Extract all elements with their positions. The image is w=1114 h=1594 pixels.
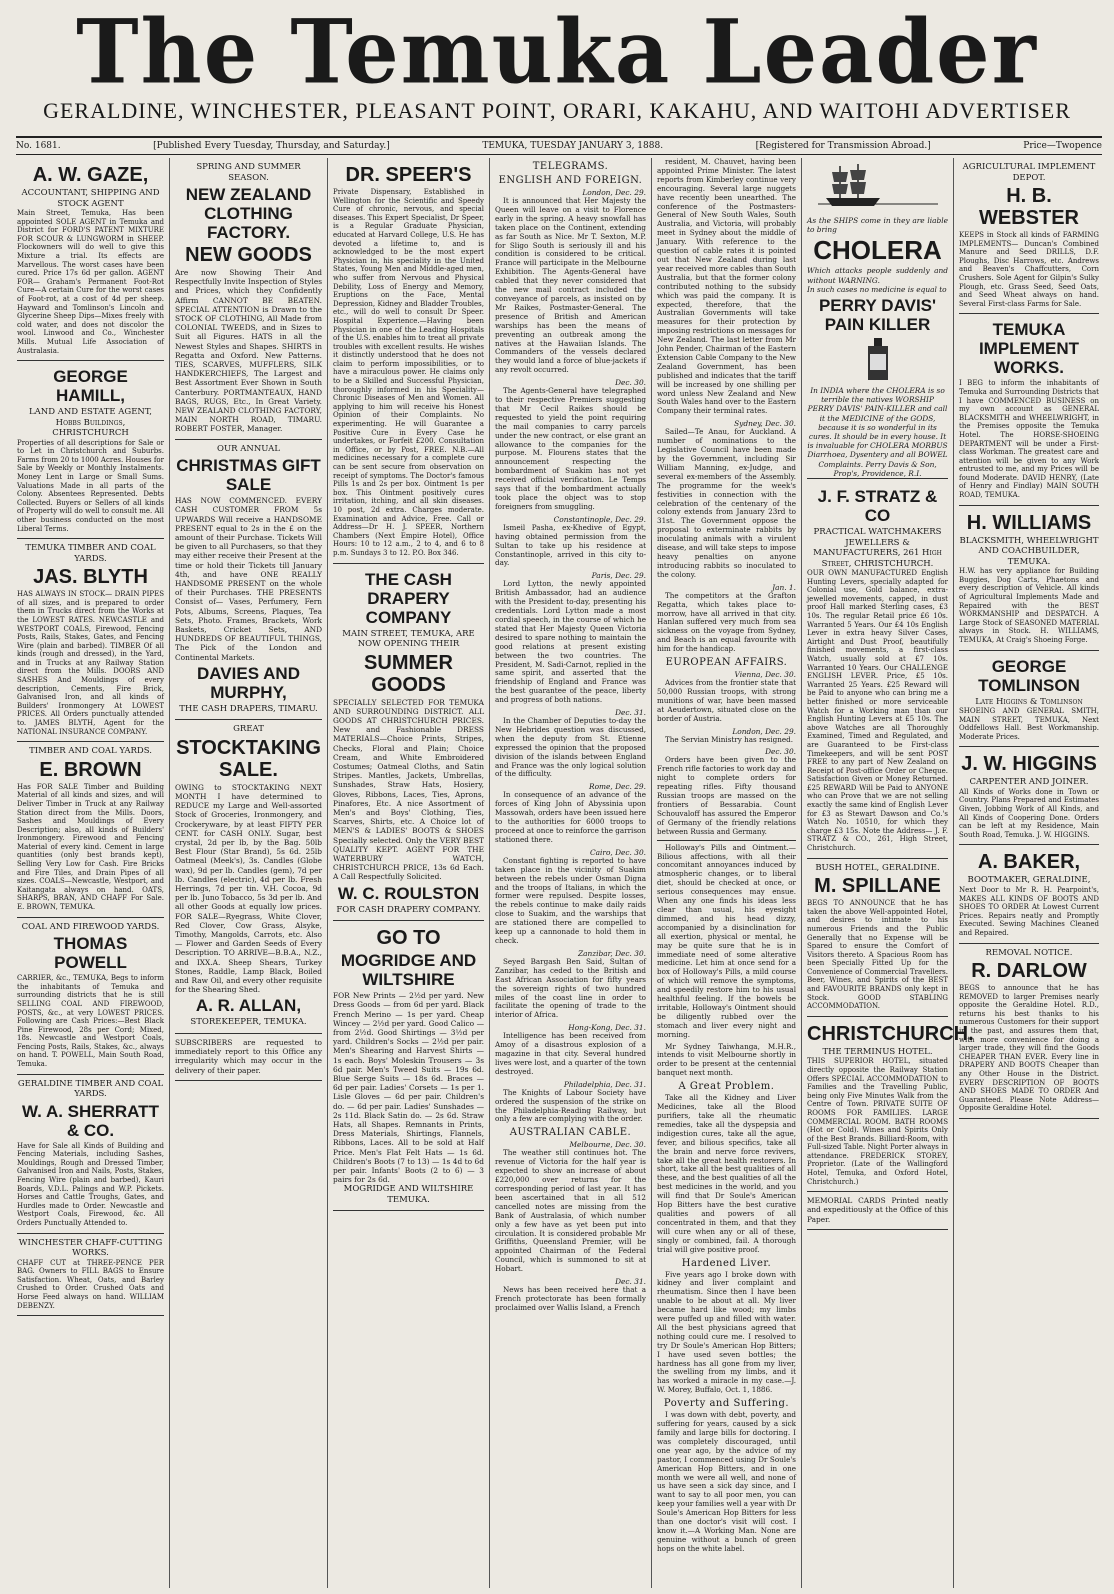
price: Price—Twopence (1023, 141, 1102, 151)
ad-body: Has FOR SALE Timber and Building Material of all kinds and sizes, and will Deliver Timber in Truck at any Railway Station direct from the Mills. Doors, Sashes and Mouldings of Every Description; also, all kinds of Builders' Ironmongery. Firewood and Fencing Material of every kind. Cement in large quantities (only best brands kept), Selling Very Low for Cash. Fire Bricks and Fire Tiles, and Drain Pipes of all sizes. COALS—Newcastle, Westport, and Kaitangata always on hand. OATS, SHARPS, BRAN, AND CHAFF For Sale. E. BROWN, TEMUKA. (17, 782, 164, 912)
ad-body: CHAFF CUT at THREE-PENCE PER BAG. Owners to FILL BAGS to Ensure Satisfaction. Wheat, Oats, and Barley Crushed to Order. Crushed Oats and Horse Feed always on hand. WILLIAM DEBENZY. (17, 1258, 164, 1310)
ad-heading: DR. SPEER'S (345, 164, 472, 186)
ad-implement-works (959, 314, 1099, 505)
ad-subheading: Late Higgins & Tomlinson (975, 696, 1083, 707)
ad-heading-2: SUMMER GOODS (364, 651, 453, 696)
telegram-dateline: Paris, Dec. 29. (591, 571, 646, 581)
ad-signature: MOGRIDGE AND WILTSHIRE (343, 1184, 474, 1195)
notice-body: SUBSCRIBERS are requested to immediately report to this Office any irregularity which may occur in the delivery of their paper. (175, 1037, 322, 1075)
ad-subheading: OUR ANNUAL (217, 443, 280, 454)
ad-heading: JAS. BLYTH (33, 566, 148, 589)
ad-body: Private Dispensary, Established in Wellington for the Scientific and Speedy Cure of chronic, nervous, and special diseases. This Expert Specialist, Dr Speer, is a Regular Graduate Physician, educated at Harvard College, U.S. He has devoted a lifetime to, and is acknowledged to be the most expert Physician in, his speciality in the United States, Young Men and Middle-aged men, who suffer from Nervous and Physical Debility, Loss of Energy and Memory, Eruptions on the Face, Mental Depression, Kidney and Bladder Troubles, etc., will do well to consult Dr Speer. Hospital Experience.—Having been Physician in one of the Leading Hospitals of the U.S. enables him to treat all private troubles with excellent results. He wishes it distinctly understood that he does not claim to perform impossibilities, or to have a miraculous power. He claims only to be a Skilled and Successful Physician, thoroughly informed in his Speciality— Chronic Diseases of Men and Women. All applying to him will receive his Honest Opinion of their Complaints. No experimenting. He will Guarantee a Positive Cure in Every Case he undertakes, or Forfeit £200. Consultation in Office, or by Post, FREE. N.B.—All medicines necessary for a complete cure can be sent secure from observation on receipt of symptoms. The Doctor's famous Pills 1s and 2s per box. Ointment 1s per box. This Ointment positively cures irritation, itching, and all skin diseases. 10 post, 2d extra. Charges moderate. Examination and Advice, Free. Call or Address—Dr H. J. SPEER, Northern Chambers (Next Empire Hotel), Office Hours: 10 to 12 a.m., 2 to 4, and 6 to 8 p.m. Sundays 3 to 12. P.O. Box 346. (333, 188, 484, 557)
ad-spillane (807, 859, 948, 1017)
ad-subheading: AGRICULTURAL IMPLEMENT DEPOT. (962, 162, 1096, 183)
ad-heading: STOCKTAKING SALE. (176, 736, 321, 781)
ad-body: Are now Showing Their And Respectfully Invite Inspection of Styles and Prices, which they Confidently Affirm CANNOT BE BEATEN. SPECIAL ATTENTION is Drawn to the STOCK OF CLOTHING, All Made from COLONIAL TWEEDS, and in Sizes to Suit all Figures. HATS in all the Newest Styles and Shapes. SHIRTS in Regatta and Oxford. New Patterns. TIES, SCARVES, MUFFLERS, SILK HANDKERCHIEFS, The Largest and Best Assortment Ever Shown in South Canterbury. PORTMANTEAUX, HAND BAGS, RUGS, Etc., In Great Variety. NEW ZEALAND CLOTHING FACTORY, MAIN NORTH ROAD, TIMARU. ROBERT FOSTER, Manager. (175, 268, 322, 434)
ad-body: Properties of all descriptions for Sale or to Let in Christchurch and Suburbs. Farms from 20 to 1000 Acres. Houses for Sale by Weekly or Monthly Instalments. Money Lent in Large or Small Sums. Valuations Made in all parts of the Colony. Absentees Represented. Debts Collected. Buyers or Sellers of all kinds of Property will do well to consult me. All other business conducted on the most Liberal Terms. (17, 438, 164, 533)
ad-body: OUR OWN MANUFACTURED English Hunting Levers, specially adapted for Colonial use, Gold balance, extra-jewelled movements, capped, in dust proof Hall marked Sterling cases, £3 10s. The regular Retail price £6 10s. Warranted 5 Years. Our £4 10s English Lever in extra heavy Silver Cases, Airtight and Dust Proof, beautifully finished movements, a first-class Watch, usually sold at £7 10s. Warranted 10 Years. Our CHALLENGE ENGLISH LEVER. Price, £5 10s. Warranted 25 Years. £25 Reward will be Paid to anyone who can bring me a better finished or more serviceable Watch for a Working man than our English Hunting Levers at £5 10s. The above Watches are all Thoroughly Examined, Timed and Regulated, and are Guaranteed to be First-class Timekeepers, and will be sent POST FREE to any part of New Zealand on Receipt of Post-office Order or Cheque. Satisfaction Given or Money Returned. £25 REWARD Will be Paid to ANYONE who can Prove that we are not selling exactly the same kind of English Lever for £3 as Stewart Dawson and Co.'s Watch No. 10510, for which they charge £3 15s. Note the Address— J. F. STRATZ & CO., 261, High Street, Christchurch. (807, 569, 948, 853)
poverty-body: I was down with debt, poverty, and suffering for years, caused by a sick family and large bills for doctoring. I was completely discouraged, until one year ago, by the advice of my pastor, I commenced using Dr Soule's American Hop Bitters, and in one month we were all well, and none of us have seen a sick day since, and I want to say to all poor men, you can keep your families well a year with Dr Soule's American Hop Bitters for less than one doctor's visit will cost. I know it.—A Working Man. None are genuine without a bunch of green hops on the white label. (657, 1410, 796, 1553)
ad-heading: J. W. HIGGINS (961, 753, 1097, 776)
telegram-dateline: Vienna, Dec. 30. (734, 670, 796, 680)
ad-subheading: MAIN STREET, TEMUKA, ARE NOW OPENING THEIR (342, 628, 475, 650)
ad-body: Next Door to Mr R. H. Pearpoint's, MAKES ALL KINDS OF BOOTS AND SHOES TO ORDER At Lowest Current Prices. Repairs neatly and Promptly Executed. Sewing Machines Cleaned and Repaired. (959, 885, 1099, 937)
telegram-text: Advices from the frontier state that 50,000 Russian troops, with strong munitions of war, have been massed at Aeudertown, situated close on the border of Austria. (657, 678, 796, 723)
divider (657, 840, 796, 841)
ad-signature-sub: TEMUKA. (387, 1194, 430, 1205)
ad-subheading: WINCHESTER CHAFF-CUTTING WORKS. (18, 1237, 163, 1259)
telegram-text: Ismeil Pasha, ex-Khedive of Egypt, having obtained permission from the Sultan to take up his residence at Constantinople, arrived in this city to-day. (495, 522, 646, 568)
ad-higgins (959, 747, 1099, 845)
dateline (16, 136, 1102, 155)
misc-notice: Mr Sydney Taiwhanga, M.H.R., intends to visit Melbourne shortly in order to be present at the centennial banquet next month. (657, 1041, 796, 1078)
ad-sherratt (17, 1075, 164, 1234)
telegram-dateline: Rome, Dec. 29. (589, 782, 646, 792)
telegram-dateline: Jan. 1. (772, 582, 796, 592)
telegram-text: In consequence of an advance of the forces of King John of Abyssinia upon Massowah, orders have been issued here to the authorities for 6000 troops to proceed at once to reinforce the garrison stationed there. (495, 790, 646, 844)
issue-number: No. 1681. (16, 141, 61, 151)
section-subheading: ENGLISH AND FOREIGN. (498, 175, 643, 186)
telegram-text: Intelligence has been received from Amoy of a disastrous explosion of a magazine in that city. Several hundred lives were lost, and a quarter of the town destroyed. (495, 1031, 646, 1076)
ad-heading: TEMUKA IMPLEMENT WORKS. (978, 320, 1080, 378)
ad-brown (17, 742, 164, 917)
ad-subheading: CARPENTER AND JOINER. (969, 777, 1089, 788)
telegram-dateline: London, Dec. 29. (732, 726, 796, 736)
telegram-dateline: Melbourne, Dec. 30. (569, 1140, 646, 1150)
cholera-line-1: As the SHIPS come in they are liable to bring (807, 216, 948, 235)
telegram-dateline: Dec. 31. (615, 1277, 646, 1287)
ad-subheading: TEMUKA TIMBER AND COAL YARDS. (25, 543, 156, 564)
ad-body: HAS ALWAYS IN STOCK— DRAIN PIPES of all sizes, and is prepared to order them in Trucks direct from the Works at the LOWEST RATES. NEWCASTLE and WESTPORT COALS, Firewood, Fencing Posts, Rails, Stakes, Gates, and Fencing Wire (plain and barbed). TIMBER Of all kinds (rough and dressed), in the Yard, and in Trucks at any Railway Station direct from the Mills. DOORS AND SASHES And Mouldings of every description, Cements, Fire Brick, Galvanised Iron, and all kinds of Builders' Ironmongery At LOWEST PRICES. All Orders punctually attended to. JAMES BLYTH, Agent for the NATIONAL INSURANCE COMPANY. (17, 590, 164, 736)
place-date: TEMUKA, TUESDAY JANUARY 3, 1888. (482, 141, 664, 151)
ad-mogridge-wiltshire (333, 921, 484, 1211)
ad-subheading: GERALDINE TIMBER AND COAL YARDS. (17, 1078, 164, 1100)
telegram-dateline: Philadelphia, Dec. 31. (563, 1079, 646, 1089)
ad-stratz (807, 481, 948, 859)
ad-heading: H. WILLIAMS (966, 511, 1092, 534)
registration-note: [Registered for Transmission Abroad.] (755, 141, 931, 151)
ad-body: OWING to STOCKTAKING NEXT MONTH I have determined to REDUCE my Large and Well-assorted Stock of Groceries, Ironmongery, and Crockeryware, by at least FIFTY PER CENT. for CASH ONLY. Sugar, best crystal, 2d per lb, by the Bag. 50lb Best Flour (Star Brand), 5s 6d. 25lb Oatmeal (Meek's), 3s. Candles (Globe wax), 9d per lb. Candles (gem), 7d per lb. Candles (electric), 4d per lb. Fresh Herrings, 7d per tin. V.H. Cocoa, 9d per lb. Juno Tobacco, 5s 3d per lb. And all other Goods at equally low prices. FOR SALE—Ryegrass, White Clover, Red Clover, Cow Grass, Alsyke, Timothy, Mangolds, Carrots, etc. Also— Flower and Garden Seeds of Every Description. TO ARRIVE—B.B.A., N.Z., and IXX.A. Sheep Shears, Turkey Stones, Raddle, Lamp Black, Boiled and Raw Oil, and every other requisite for the Shearing Shed. (175, 782, 322, 995)
ad-heading: J. F. STRATZ & CO (817, 487, 938, 526)
ship-icon (808, 160, 948, 212)
cholera-ad (807, 160, 948, 479)
ad-subheading: LAND AND ESTATE AGENT, Hobbs Buildings, CHRISTCHURCH (28, 407, 152, 439)
ad-heading: GEORGE HAMILL, (53, 367, 128, 406)
ad-heading: R. DARLOW (971, 960, 1087, 982)
ad-body: I BEG to inform the inhabitants of Temuka and Surrounding Districts that I have COMMENCED BUSINESS on my own account as GENERAL BLACKSMITH and WHEELWRIGHT, in the Premises opposite the Temuka Hotel. The HORSE-SHOEING DEPARTMENT will be under a First-class Workman. The greatest care and attention will be given to any Work entrusted to me, and my Prices will be found Moderate. DAVID HENRY, (Late of Henry and Findlay) MAIN SOUTH ROAD, TEMUKA. (959, 379, 1099, 500)
cholera-line-4: In INDIA where the CHOLERA is so terrible the natives WORSHIP PERRY DAVIS' PAIN-KILLER and call it the MEDICINE of the GODS, because it is so wonderful in its cures. It should be in every house. It is invaluable for CHOLERA MORBUS Diarrhoea, Dysentery and all BOWEL Complaints. Perry Davis & Son, Prop's, Providence, R.I. (807, 386, 948, 478)
telegram-list-continued (657, 158, 796, 654)
masthead-title: The Temuka Leader (76, 0, 1038, 104)
telegram-dateline: Dec. 30. (765, 747, 796, 757)
section-heading: TELEGRAMS. (532, 161, 609, 172)
ad-body: H.W. has very appliance for Building Buggies, Dog Carts, Phaetons and every description of Vehicle. All kinds of Agricultural Implements Made and Repaired with the BEST WORKMANSHIP and DESPATCH. A Large Stock of SEASONED MATERIAL always in Stock. H. WILLIAMS, TEMUKA, At Craig's Shoeing Forge. (959, 567, 1099, 644)
ad-signature: W. C. ROULSTON (337, 883, 480, 903)
telegram-text: Lord Lytton, the newly appointed British Ambassador, had an audience with the President to-day, presenting his credentials. Lord Lytton made a most cordial speech, in the course of which he stated that Her Majesty Queen Victoria desired to spare nothing to maintain the good relations at present existing between the two countries. The President, M. Sadi-Carnot, replied in the same spirit, and asserted that the friendship of England and France was the best guarantee of the peace, liberty and progress of both nations. (495, 579, 646, 705)
telegram-text: It is announced that Her Majesty the Queen will leave on a visit to Florence early in the spring. A heavy snowfall has taken place on the Continent, extending as far South as Nice. Mr T. Sexton, M.P. for Sligo South is seriously ill and his condition is considered to be critical. France will participate in the Melbourne Exhibition. The Agents-General have cabled that they never considered that the new mail contract included the conveyance of parcels, as insisted on by Mr Raikes, Postmaster-General. The presence of British and American warships has been the means of preventing an outbreak among the natives at the Hawaiian Islands. The Commanders of the vessels declared they would land a force of blue-jackets if any revolt occurred. (495, 196, 646, 375)
ad-body: SPECIALLY SELECTED FOR TEMUKA AND SURROUNDING DISTRICT. ALL GOODS AT CHRISTCHURCH PRICES. New and Fashionable DRESS MATERIALS—Choice Prints, Stripes, Checks, Floral and Plain; Choice Cream, and White Embroidered Costumes; Oatmeal Cloths, and Satin Stripes. Mantles, Jackets, Umbrellas, Sunshades, Straw Hats, Hosiery, Gloves, Ribbons, Laces, Ties, Aprons, Pinafores, Etc. A nice Assortment of Men's and Boys' Clothing, Ties, Scarves, Shirts, etc. A Choice lot of MEN'S & LADIES' BOOTS & SHOES Specially selected. Only the VERY BEST QUALITY KEPT. AGENT FOR THE WATERBURY WATCH, CHRISTCHURCH PRICE, 13s 6d Each. A Call Respectfully Solicited. (333, 697, 484, 882)
ad-heading: CHRISTMAS GIFT SALE (176, 456, 321, 495)
liver-body: Five years ago I broke down with kidney and liver complaint and rheumatism. Since then I have been unable to be about at all. My liver became hard like wood; my limbs were puffed up and filled with water. All the best physicians agreed that nothing could cure me. I resolved to try Dr Soule's American Hop Bitters; I have used seven bottles; the hardness has all gone from my liver, the swelling from my limbs, and it has worked a miracle in my case.—J. W. Morey, Buffalo, Oct. 1, 1886. (657, 1269, 796, 1395)
column-7 (954, 158, 1104, 1588)
ad-subheading: REMOVAL NOTICE. (985, 947, 1073, 958)
subscriber-notice (175, 1034, 322, 1081)
ad-body: Have for Sale all Kinds of Building and Fencing Materials, including Sashes, Mouldings, Rough and Dressed Timber, Galvanised Iron and Nails, Posts, Stakes, Fencing Wire (plain and barbed), Kauri Boards, V.D.L. Palings and W.P. Pickets. Horses and Cattle Troughs, Gates, and Hurdles made to Order. Newcastle and Westport Coals, Firewood, &c. All Orders Punctually Attended to. (17, 1141, 164, 1227)
ad-stocktaking-sale (175, 720, 322, 1034)
column-2 (170, 158, 328, 1588)
telegram-dateline: Sydney, Dec. 30. (734, 419, 796, 429)
column-5 (652, 158, 802, 1588)
ad-heading: CHRISTCHURCH. (807, 1022, 974, 1045)
telegram-text: In the Chamber of Deputies to-day the New Hebrides question was discussed, when the deputy from St. Etienne expressed the opinion that the proposed division of the islands between England and France was the only logical solution of the difficulty. (495, 716, 646, 779)
cholera-line-3: In such cases no medicine is equal to (807, 284, 947, 294)
cholera-word: CHOLERA (813, 235, 942, 266)
cholera-line-2: Which attacks people suddenly and without WARNING. (807, 266, 948, 285)
telegram-text: The Knights of Labour Society have ordered the suspension of the strike on the Philadelphia-Reading Railway, but only a few are complying with the order. (495, 1087, 646, 1124)
ad-body: THIS SUPERIOR HOTEL, situated directly opposite the Railway Station Offers SPECIAL ACCOMMODATION to Families and the Travelling Public, being only Five Minutes Walk from the Centre of Town. PRIVATE SUITE OF ROOMS FOR FAMILIES. LARGE COMMERCIAL ROOM. BATH ROOMS (Hot or Cold). Wines and Spirits Only of the Best Brands. Billiard-Room, with Full-sized Table. Night Porter always in attendance. FREDERICK STOREY, Proprietor. (Late of the Wallingford Hotel, Temuka, and Oxford Hotel, Christchurch.) (807, 1057, 948, 1186)
ad-heading: A. BAKER, (977, 851, 1081, 874)
telegram-text: News has been received here that a French protectorate has been formally proclaimed over Wallis Island, a French (495, 1285, 646, 1312)
ad-subheading: BOOTMAKER, GERALDINE, (967, 875, 1091, 886)
ad-memorial-cards (807, 1192, 948, 1230)
ad-heading-2: MOGRIDGE AND WILTSHIRE (340, 951, 477, 990)
ad-heading: THE CASH DRAPERY COMPANY (365, 569, 452, 627)
telegram-dateline: Hong-Kong, Dec. 31. (568, 1023, 646, 1033)
telegram-dateline: Cairo, Dec. 30. (590, 847, 646, 857)
ad-signature: A. R. ALLAN, (195, 996, 302, 1016)
ad-body: CARRIER, &c., TEMUKA, Begs to inform the inhabitants of Temuka and surrounding districts that he is still SELLING COAL AND FIREWOOD, POSTS, &c., at very LOWEST PRICES. Following are Cash Prices:—Best Black Pine Firewood, 28s per Cord; Mixed, 18s. Newcastle and Westport Coals, Fencing Posts, Rails, Stakes, &c., always on hand. T. POWELL, Main South Road, Temuka. (17, 974, 164, 1069)
telegram-dateline: London, Dec. 29. (582, 188, 646, 197)
liver-heading: Hardened Liver. (681, 1257, 772, 1269)
ad-signature-sub: FOR CASH DRAPERY COMPANY. (336, 904, 481, 915)
ad-body: FOR New Prints — 2½d per yard. New Dress Goods — from 6d per yard. Black French Merino — 1s per yard. Cheap Wincey — 2½d per yard. Good Calico — from 2½d. Good Shirtings — 3½d per yard. Children's Socks — 2½d per pair. Men's Shearing and Harvest Shirts — 1s each. Boys' Moleskin Trousers — 3s 6d pair. Men's Tweed Suits — 19s 6d. Blue Serge Suits — 18s 6d. Braces — 6d per pair. Ladies' Corsets — 1s per 1. Lisle Gloves — 6d per pair. Children's do. — 6d per pair. Ladies' Sunshades — 2s 11d. Black Satin do. — 2s 6d. Straw Hats, all Shapes. Remnants in Prints, Dress Materials, Shirtings, Flannels, Ribbons, Laces. All to be sold at Half Price. Men's Flat Felt Hats — 1s 6d. Children's Boots (7 to 13) — 1s 4d to 6d per pair. Infants' Boots (2 to 6) — 3 pairs for 2s 6d. (333, 991, 484, 1185)
ad-tomlinson (959, 651, 1099, 748)
ad-subheading: BUSH HOTEL, GERALDINE. (815, 862, 940, 873)
telegram-text: The competitors at the Grafton Regatta, which takes place to-morrow, have all arrived in that city. Hanlan suffered very much from sea sickness on the voyage from Sydney, and Beach is an equal favourite with him for the handicap. (657, 590, 796, 654)
poverty-heading: Poverty and Suffering. (663, 1398, 790, 1410)
ad-body: SHOEING AND GENERAL SMITH, MAIN STREET, TEMUKA, Next Oddfellows Hall. Best Workmanship. Moderate Prices. (959, 707, 1099, 741)
ad-blyth (17, 539, 164, 742)
painkiller-brand: PERRY DAVIS' PAIN KILLER (818, 296, 937, 335)
ad-heading-2: NEW GOODS (185, 244, 312, 266)
ad-body: All Kinds of Works done in Town or Country. Plans Prepared and Estimates Given, Jobbing Work of All Kinds, and All Kinds of Coopering Done. Orders can be left at my Residence, Main South Road, Temuka. J. W. HIGGINS. (959, 787, 1099, 839)
ad-signature: DAVIES AND MURPHY, (197, 663, 300, 702)
telegram-text: The weather still continues hot. The revenue of Victoria for the half year is expected to show an increase of about £220,000 over returns for the corresponding period of last year. It has been ascertained that in all 512 cancelled notes are missing from the Bank of Australasia, of which number only a few have as yet been put into circulation. It is considered probable Mr Griffiths, Queensland Premier, will be appointed Chairman of the Federal Council, which is summoned to sit at Hobart. (495, 1148, 646, 1274)
telegram-text: Seyed Bargash Ben Said, Sultan of Zanzibar, has ceded to the British and East African Association for fifty years the sovereign rights of two hundred miles of the coast line in order to facilitate the opening of trade to the interior of Africa. (495, 956, 646, 1020)
ad-body: MEMORIAL CARDS Printed neatly and expeditiously at the Office of this Paper. (807, 1196, 948, 1224)
ad-body: BEGS TO ANNOUNCE that he has taken the above Well-appointed Hotel, and desires to intimate to his numerous Friends and the Public Generally that no Expense will be Spared to ensure the Comfort of Visitors thereto. A Spacious Room has been Specially Fitted Up for the Convenience of Commercial Travellers. Beer, Wines, and Spirits of the BEST and FAVOURITE BRANDS only kept in Stock. GOOD STABLING ACCOMMODATION. (807, 899, 948, 1011)
ad-signature-sub: STOREKEEPER, TEMUKA. (190, 1017, 307, 1028)
ad-heading: M. SPILLANE (814, 875, 941, 898)
ad-heading: THOMAS POWELL (53, 934, 128, 973)
ad-chaff-cutting (17, 1234, 164, 1317)
ad-heading: GEORGE TOMLINSON (978, 656, 1080, 695)
telegram-dateline: Zanzibar, Dec. 30. (577, 948, 646, 958)
australian-cable-list (495, 1140, 646, 1312)
ad-body: KEEPS in Stock all kinds of FARMING IMPLEMENTS— Duncan's Combined Manure and Seed DRILLS, D.F. Ploughs, Disc Harrows, etc. Andrews and Beaven's Chaffcutters, Corn Crushers. Sole Agent for Gilpin's Sulky Plough, etc. Grass Seed, Seed Oats, and Seed Wheat always on hand. Several First-class Farms for Sale. (959, 231, 1099, 308)
ad-subheading: GREAT (233, 724, 264, 735)
ad-body: BEGS to announce that he has REMOVED to larger Premises nearly opposite the Geraldine Hotel. R.D., returns his best thanks to his numerous Customers for their support in the past, and assures them that, with more convenience for doing a larger trade, they will find the Goods CHEAPER THAN EVER. Every line in DRAPERY AND BOOTS Cheaper than any Other House in the District. EVERY DESCRIPTION OF BOOTS AND SHOES MADE TO ORDER And Guaranteed. Please Note Address— Opposite Geraldine Hotel. (959, 984, 1099, 1113)
ad-subheading: ACCOUNTANT, SHIPPING AND STOCK AGENT (21, 188, 160, 209)
ad-darlow (959, 944, 1099, 1119)
telegram-dateline: Dec. 31. (615, 708, 646, 718)
ad-christmas-gift-sale (175, 440, 322, 721)
telegram-text: The Servian Ministry has resigned. (665, 734, 794, 744)
ad-williams (959, 506, 1099, 651)
ad-terminus-hotel (807, 1017, 974, 1192)
problem-heading: A Great Problem. (678, 1081, 775, 1093)
telegram-text: Orders have been given to the French rifle factories to work day and night to complete orders for repeating rifles. Fifty thousand Russian troops are massed on the frontiers of Bessarabia. Count Schouvaloff has assured the Emperor of Germany of the friendly relations between Russia and Germany. (657, 755, 796, 836)
ad-heading: GO TO (376, 927, 441, 950)
telegram-text: The Agents-General have telegraphed to their respective Premiers suggesting that Mr Cecil Raikes should be requested to yield the point requiring the mail companies to carry parcels under the new contract, or else grant an allowance to the companies for the purpose. M. Flourens states that the announcement respecting the bombardment of Suakim has not yet received official verification. Le Temps says that if the bombardment actually took place the object was to stop foreigners from smuggling. (495, 386, 646, 511)
ad-powell (17, 918, 164, 1075)
telegram-text: Sailed—Te Anau, for Auckland. A number of nominations to the Legislative Council have been made by the Government, including Sir William Manning, ex-Judge, and several ex-members of the Assembly. The programme for the week's festivities in connection with the celebration of the centenary of the colony extends from January 23rd to 31st. The Government oppose the proposal to exterminate rabbits by inoculating animals with a virulent disease, and will take steps to impose heavy penalties on anyone introducing rabbits so inoculated to the colony. (657, 427, 796, 579)
bottle-icon (858, 336, 898, 382)
telegram-dateline: Constantinople, Dec. 29. (553, 514, 646, 524)
section-heading: EUROPEAN AFFAIRS. (665, 657, 788, 669)
columns (12, 158, 1104, 1588)
ad-subheading: THE TERMINUS HOTEL. (822, 1046, 933, 1057)
ad-baker (959, 845, 1099, 943)
column-1 (12, 158, 170, 1588)
telegram-text: resident, M. Chauvet, having been appointed Prime Minister. The latest reports from Kimberley continue very encouraging. Several large nuggets have recently been unearthed. The conference of the Postmasters-General of New South Wales, South Australia, and Victoria, will probably meet in Sydney about the middle of January. With reference to the question of cable rates it is pointed out that New Zealand during last year received more cables than South Australia, but that the former colony contributed nothing to the subsidy which was paid the company. It is expected, therefore, that the Australian Governments will take measures for their protection by imposing restrictions on messages for New Zealand. The last letter from Mr John Pender, Chairman of the Eastern Extension Cable Company to the New Zealand Government, has been published and indicates that the tariff will be increased by one shilling per word unless New Zealand and New South Wales hand over to the Eastern Company their terminal rates. (657, 157, 796, 416)
section-heading-2: AUSTRALIAN CABLE. (509, 1127, 632, 1139)
ad-body: HAS NOW COMMENCED. EVERY CASH CUSTOMER FROM 5s UPWARDS Will receive a HANDSOME PRESENT equal to 2s in the £ on the amount of their Purchase. Tickets Will be given to all Purchasers, so that they may either receive their Present at the time or hold their Tickets till January 4th, and have ONE REALLY HANDSOME PRESENT on the whole of their Purchases. THE PRESENTS Consist of— Vases, Perfumery, Fern Pots, Albums, Screens, Plaques, Tea Sets, Photo. Frames, Brackets, Work Baskets, Cricket Sets, AND HUNDREDS OF BEAUTIFUL THINGS, The Pick of the London and Continental Markets. (175, 496, 322, 662)
column-6 (802, 158, 974, 1588)
ad-subheading: TIMBER AND COAL YARDS. (29, 746, 152, 757)
ad-subheading: PRACTICAL WATCHMAKERS JEWELLERS & MANUFACTURERS, 261 High Street, CHRISTCHURCH. (813, 527, 942, 569)
masthead-subtitle: GERALDINE, WINCHESTER, PLEASANT POINT, ORARI, KAKAHU, AND WAITOHI ADVERTISER (43, 98, 1071, 123)
publication-schedule: [Published Every Tuesday, Thursday, and Saturday.] (153, 141, 390, 151)
problem-body: Take all the Kidney and Liver Medicines, take all the Blood purifiers, take all the rheumatic remedies, take all the dyspepsia and indigestion cures, take all the ague, fever, and bilious specifics, take all the brain and nerve force revivers, take all the great health restorers. In short, take all the best qualities of all these, and the best qualities of all the best medicines in the world, and you will find that Dr Soule's American Hop Bitters have the best curative qualities and powers of all concentrated in them, and that they will cure when any or all of these, singly or combined, fail. A thorough trial will give positive proof. (657, 1093, 796, 1254)
ad-hamill (17, 361, 164, 539)
telegram-list (495, 188, 646, 1124)
ad-body: Main Street, Temuka, Has been appointed SOLE AGENT in Temuka and District for FORD'S PATENT MIXTURE FOR SCOUR & LUNGWORM in SHEEP. Flockowners will do well to give this Mixture a trial. Its effects are Marvellous. The worst cases have been cured. Price 17s 6d per gallon. AGENT FOR— Graham's Permanent Foot-Rot Cure—A certain Cure for the worst cases of Foot-rot, at a cost of 4d per sheep. Hayward and Tomlinson's Lincoln and Glycerine Sheep Dips—Mixes freely with cold water, and does not discolor the wool. Linwood and Co., Winchester Mills. Mutual Life Association of Australasia. (17, 209, 164, 355)
ad-heading: E. BROWN (39, 758, 142, 781)
ad-dr-speer (333, 158, 484, 564)
ad-webster (959, 158, 1099, 314)
ad-heading: A. W. GAZE, (32, 164, 149, 186)
ad-signature-sub: THE CASH DRAPERS, TIMARU. (179, 703, 318, 714)
ad-heading: W. A. SHERRATT & CO. (22, 1101, 159, 1140)
ad-heading: NEW ZEALAND CLOTHING FACTORY. (185, 185, 312, 242)
ad-subheading: COAL AND FIREWOOD YARDS. (21, 921, 160, 932)
ad-subheading: SPRING AND SUMMER SEASON. (196, 162, 301, 183)
ad-subheading: BLACKSMITH, WHEELWRIGHT AND COACHBUILDER, TEMUKA. (959, 535, 1099, 567)
ad-cash-drapery (333, 564, 484, 922)
holloway-notice: Holloway's Pills and Ointment.—Bilious affections, with all their concomitant annoyances induced by atmospheric changes, or to liberal diet, should be checked at once, or serious consequences may ensue. When any one finds his ideas less clear than usual, his eyesight dimmed, and his head dizzy, accompanied by a disinclination for all exertion, physical or mental, he may be quite sure that he is in immediate need of some alterative medicine. Let him at once send for a box of Holloway's Pills, a mild course of which will remove the symptoms, and speedily restore him to his usual healthful feeling. If the bowels be irritable, Holloway's Ointment should be diligently rubbed over the stomach and liver every night and morning. (657, 842, 796, 1039)
ad-heading: H. B. WEBSTER (979, 185, 1079, 229)
telegram-text: Constant fighting is reported to have taken place in the vicinity of Suakim between the rebels under Osman Digna and the troops of Italians, in which the former were repulsed. Despite losses, the rebels continue to make daily raids close to Suakim, and the warships that are stationed there are compelled to keep up a cannonade to hold them in check. (495, 855, 646, 945)
masthead (0, 0, 1114, 130)
ad-gaze (17, 158, 164, 361)
ad-clothing-factory (175, 158, 322, 440)
telegram-dateline: Dec. 30. (615, 378, 646, 388)
column-3 (328, 158, 490, 1588)
european-affairs-list (657, 670, 796, 837)
column-4 (490, 158, 652, 1588)
